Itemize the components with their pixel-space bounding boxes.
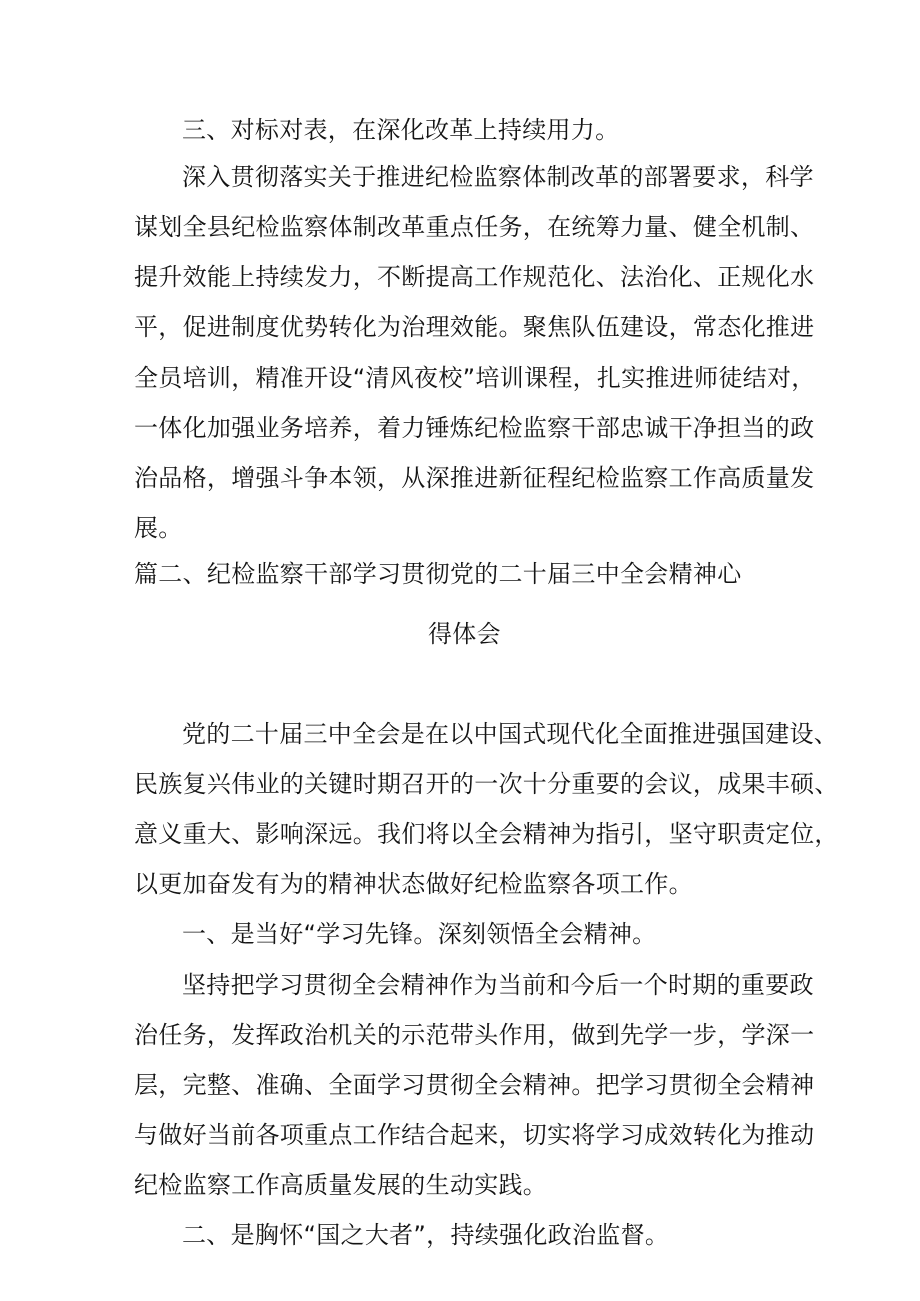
- paragraph-line: 平，促进制度优势转化为治理效能。聚焦队伍建设，常态化推进: [134, 313, 815, 341]
- paragraph-line: 层，完整、准确、全面学习贯彻全会精神。把学习贯彻全会精神: [134, 1071, 815, 1099]
- paragraph-line: 坚持把学习贯彻全会精神作为当前和今后一个时期的重要政: [182, 971, 814, 999]
- paragraph-line: 提升效能上持续发力，不断提高工作规范化、法治化、正规化水: [134, 263, 815, 291]
- paragraph-line: 以更加奋发有为的精神状态做好纪检监察各项工作。: [134, 870, 693, 898]
- paragraph-line: 意义重大、影响深远。我们将以全会精神为指引，坚守职责定位，: [134, 820, 839, 848]
- article-title-line-2: 得体会: [428, 620, 501, 648]
- section-heading: 三、对标对表，在深化改革上持续用力。: [182, 116, 620, 144]
- paragraph-line: 与做好当前各项重点工作结合起来，切实将学习成效转化为推动: [134, 1121, 815, 1149]
- paragraph-line: 深入贯彻落实关于推进纪检监察体制改革的部署要求，科学: [182, 163, 814, 191]
- point-heading: 一、是当好“学习先锋。深刻领悟全会精神。: [182, 920, 657, 948]
- paragraph-line: 治品格，增强斗争本领，从深推进新征程纪检监察工作高质量发: [134, 464, 815, 492]
- paragraph-line: 治任务，发挥政治机关的示范带头作用，做到先学一步，学深一: [134, 1021, 815, 1049]
- paragraph-line: 一体化加强业务培养，着力锤炼纪检监察干部忠诚干净担当的政: [134, 414, 815, 442]
- paragraph-line: 谋划全县纪检监察体制改革重点任务，在统筹力量、健全机制、: [134, 213, 815, 241]
- paragraph-line: 民族复兴伟业的关键时期召开的一次十分重要的会议，成果丰硕、: [134, 770, 839, 798]
- paragraph-line: 党的二十届三中全会是在以中国式现代化全面推进强国建设、: [182, 720, 839, 748]
- point-heading: 二、是胸怀“国之大者”，持续强化政治监督。: [182, 1221, 670, 1249]
- paragraph-line: 纪检监察工作高质量发展的生动实践。: [134, 1171, 548, 1199]
- article-title-line-1: 篇二、纪检监察干部学习贯彻党的二十届三中全会精神心: [134, 560, 742, 588]
- paragraph-line: 展。: [134, 514, 183, 542]
- paragraph-line: 全员培训，精准开设“清风夜校”培训课程，扎实推进师徒结对，: [134, 364, 816, 392]
